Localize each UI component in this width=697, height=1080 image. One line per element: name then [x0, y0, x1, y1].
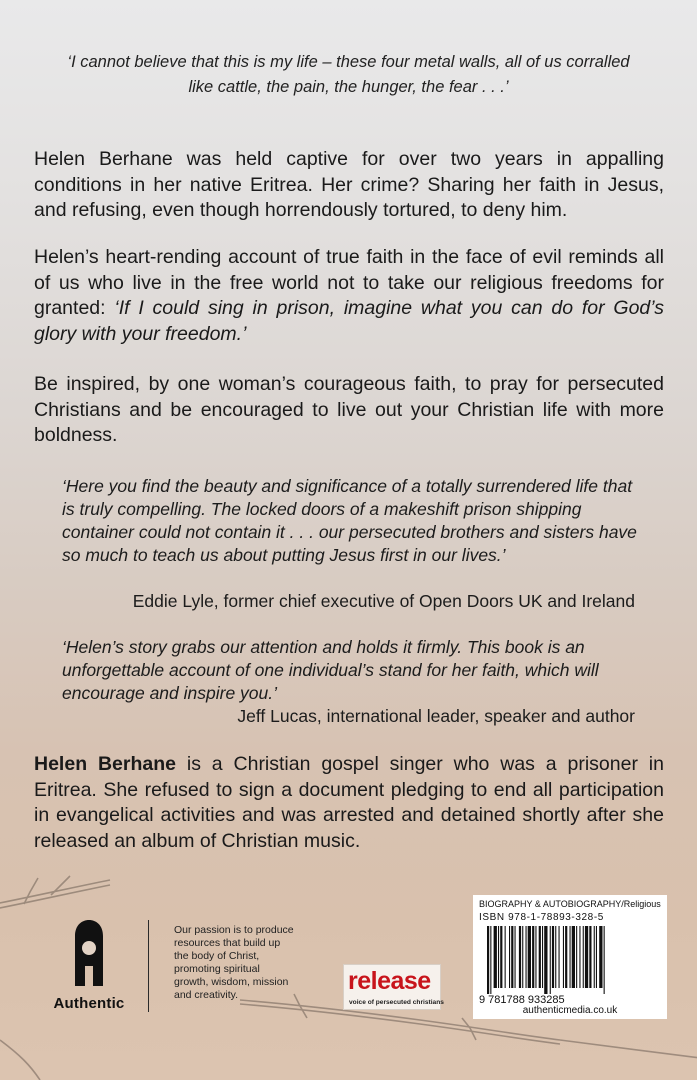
- barcode-bar: [570, 926, 571, 988]
- publisher-name: Authentic: [53, 995, 125, 1012]
- barcode-bar: [515, 926, 516, 988]
- barcode-bar: [583, 926, 584, 988]
- barcode-bar: [550, 926, 551, 994]
- book-category: BIOGRAPHY & AUTOBIOGRAPHY/Religious: [479, 899, 661, 909]
- barcode-bar: [498, 926, 499, 988]
- paragraph-2-text: Helen’s heart-rending account of true faith in the face of evil reminds all of us who live in the free world not to take our religious freedoms for granted:: [34, 246, 664, 319]
- authentic-a-icon: [52, 918, 126, 988]
- synopsis-paragraph-3: Be inspired, by one woman’s courageous faith, to pray for persecuted Christians and be encouraged to live out your Christian life with more boldness.: [34, 373, 664, 446]
- barcode-bar: [559, 926, 560, 988]
- author-bio: [34, 752, 664, 854]
- barcode-bar: [576, 926, 577, 988]
- barcode-bar: [579, 926, 580, 988]
- publisher-url: authenticmedia.co.uk: [522, 1005, 618, 1016]
- barcode-bar: [490, 926, 491, 994]
- endorsement-1-quote: ‘Here you find the beauty and significance of a totally surrendered life that is truly compelling. The locked doors of a makeshift prison shipping container could not contain it . . . our persecuted brothers and sisters have so much to teach us about putting Jesus first in our lives.’: [62, 476, 637, 565]
- authentic-logo: [52, 918, 126, 1012]
- barcode-bar: [552, 926, 554, 988]
- author-bio-text: is a Christian gospel singer who was a prisoner in Eritrea. She refused to sign a document pledging to end all participation in evangelical activities and was arrested and detained shortly after she released an album of Christian music.: [34, 753, 664, 852]
- barcode-bar: [563, 926, 564, 988]
- divider: [148, 920, 149, 1012]
- barcode-bar: [519, 926, 521, 988]
- barcode-bar: [594, 926, 595, 988]
- release-logo: [343, 964, 444, 1010]
- barcode-bar: [535, 926, 536, 988]
- synopsis-paragraph-2: [34, 245, 664, 347]
- barcode-panel: [473, 895, 667, 1019]
- release-wordmark: release: [348, 967, 431, 995]
- barcode-bar: [500, 926, 502, 988]
- barcode-bar: [505, 926, 506, 988]
- barcode-bar: [542, 926, 543, 988]
- barcode-bar: [528, 926, 531, 988]
- opening-quote: ‘I cannot believe that this is my life – these four metal walls, all of us corralled like cattle, the pain, the hunger, the fear . . .’: [67, 53, 630, 96]
- barcode-bar: [589, 926, 591, 988]
- barcode-bar: [565, 926, 567, 988]
- barcode-bar: [522, 926, 523, 988]
- barcode-bar: [511, 926, 513, 988]
- barcode-bar: [599, 926, 602, 988]
- barcode-bar: [585, 926, 588, 988]
- barcode-bar: [487, 926, 489, 994]
- endorsement-2-quote: ‘Helen’s story grabs our attention and holds it firmly. This book is an unforgettable account of one individual’s stand for her faith, which will encourage and inspire you.’: [62, 637, 599, 703]
- barcode-bar: [532, 926, 534, 988]
- barcode-bar: [526, 926, 527, 988]
- barcode-bar: [539, 926, 541, 988]
- barcode-bar: [544, 926, 547, 994]
- endorsement-2-author: Jeff Lucas, international leader, speaker and author: [237, 706, 635, 726]
- publisher-mission: Our passion is to produce resources that build up the body of Christ, promoting spiritual growth, wisdom, mission and creativity.: [174, 924, 294, 1001]
- isbn: ISBN 978-1-78893-328-5: [479, 912, 604, 923]
- endorsement-1-author: Eddie Lyle, former chief executive of Open Doors UK and Ireland: [132, 591, 635, 611]
- barcode-bar: [604, 926, 605, 994]
- barcode-bar: [509, 926, 510, 988]
- barcode-icon: [479, 926, 661, 994]
- paragraph-2-quote: ‘If I could sing in prison, imagine what you can do for God’s glory with your freedom.’: [34, 297, 664, 345]
- author-name: Helen Berhane: [34, 753, 176, 775]
- release-tagline: voice of persecuted christians: [349, 999, 444, 1006]
- barcode-digits: 9 781788 933285: [479, 994, 565, 1006]
- barcode-bar: [555, 926, 556, 988]
- synopsis-paragraph-1: Helen Berhane was held captive for over two years in appalling conditions in her native Eritrea. Her crime? Sharing her faith in Jesus, and refusing, even though horrendously tortured, to deny him.: [34, 148, 664, 221]
- barcode-bar: [572, 926, 575, 988]
- barcode-bar: [596, 926, 597, 988]
- barcode-bar: [494, 926, 497, 988]
